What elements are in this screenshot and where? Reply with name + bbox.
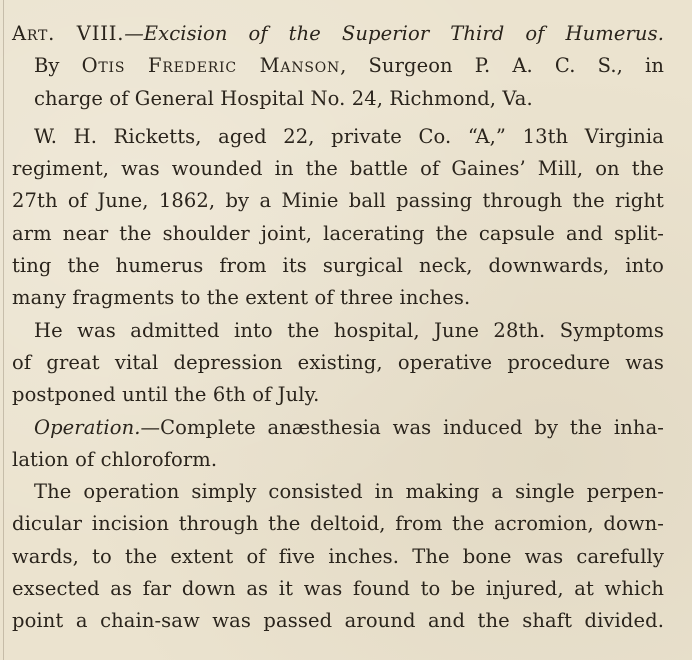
operation-label: Operation. xyxy=(34,415,141,439)
text-line: W. H. Ricketts, aged 22, private Co. “A,” 13th Virginia xyxy=(34,124,664,148)
paragraph-2 xyxy=(12,315,664,412)
byline-rest: , Surgeon P. A. C. S., in xyxy=(340,54,664,78)
text-line: of great vital depression existing, operative procedure was xyxy=(12,350,664,374)
text-line: regiment, was wounded in the battle of Gaines’ Mill, on the xyxy=(12,157,664,181)
article-title: —Excision of the Superior Third of Humerus. xyxy=(124,22,664,45)
author-name: Otis Frederic Manson xyxy=(81,54,341,78)
text-line: arm near the shoulder joint, lacerating the capsule and split- xyxy=(12,221,664,245)
text-line: The operation simply consisted in making a single perpen- xyxy=(34,480,664,504)
text-line: point a chain-saw was passed around and the shaft divided. xyxy=(12,609,664,633)
byline-prefix: By xyxy=(34,54,60,78)
page-edge-rule xyxy=(3,0,4,660)
article-heading xyxy=(12,18,664,50)
text-line: exsected as far down as it was found to be injured, at which xyxy=(12,577,664,601)
text-line: ting the humerus from its surgical neck, downwards, into xyxy=(12,254,664,278)
text-line: 27th of June, 1862, by a Minie ball passing through the right xyxy=(12,189,664,213)
byline xyxy=(12,50,664,82)
operation-text: —Complete anæsthesia was induced by the inha- xyxy=(140,415,664,439)
text-line: many fragments to the extent of three inches. xyxy=(12,286,471,310)
article-label: Art. VIII. xyxy=(12,22,125,45)
text-line: dicular incision through the deltoid, from the acromion, down- xyxy=(12,512,664,536)
text-line: He was admitted into the hospital, June 28th. Symptoms xyxy=(34,318,664,342)
byline-line-2: charge of General Hospital No. 24, Richmond, Va. xyxy=(34,86,533,110)
paragraph-1 xyxy=(12,121,664,315)
text-line: postponed until the 6th of July. xyxy=(12,383,320,407)
paragraph-3 xyxy=(12,412,664,477)
text-line: lation of chloroform. xyxy=(12,447,218,471)
text-line: wards, to the extent of five inches. The bone was carefully xyxy=(12,544,664,568)
paragraph-4 xyxy=(12,476,664,637)
operation-line xyxy=(12,412,664,444)
